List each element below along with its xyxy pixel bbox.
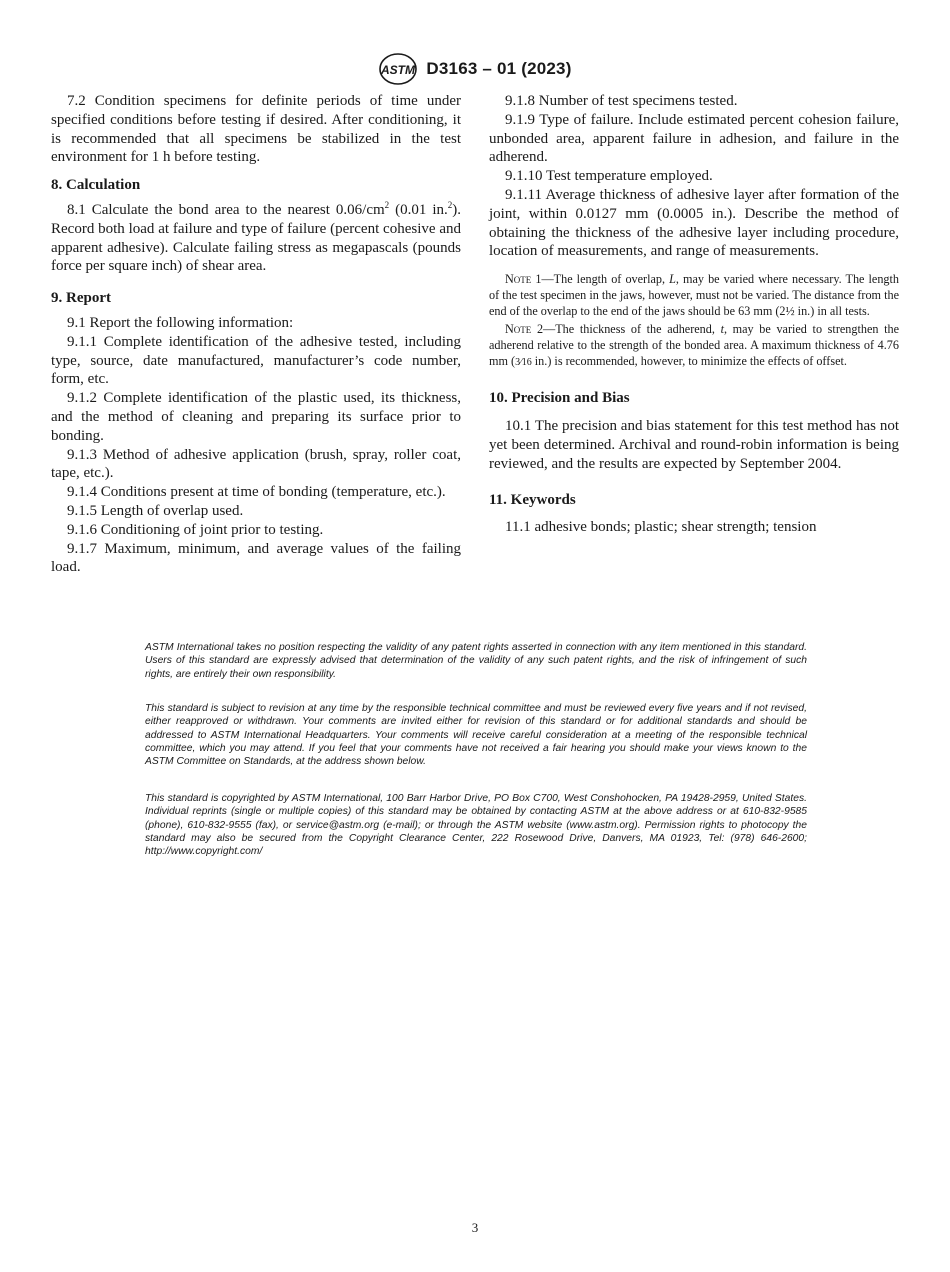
paragraph-9-1-3: 9.1.3 Method of adhesive application (brush, spray, roller coat, tape, etc.). [51, 446, 461, 482]
paragraph-9-1-4: 9.1.4 Conditions present at time of bonding (temperature, etc.). [67, 484, 446, 501]
section-8-heading: 8. Calculation [51, 177, 141, 194]
astm-logo-icon [378, 52, 418, 86]
paragraph-11-1: 11.1 adhesive bonds; plastic; shear strength; tension [505, 518, 817, 535]
paragraph-9-1: 9.1 Report the following information: [67, 314, 294, 331]
footer-revision-notice [145, 702, 807, 768]
section-11-heading: 11. Keywords [489, 491, 576, 508]
footer-paragraph-3: This standard is copyrighted by ASTM International, 100 Barr Harbor Drive, PO Box C700, West Conshohocken, PA 19428-2959, United States. Individual reprints (single or multiple copies) of this standard may be obtained by contacting ASTM at the above address or at 610-832-9585 (phone), 610-832-9555 (fax), or service@astm.org (e-mail); or through the ASTM website (www.astm.org). Permission rights to photocopy the standard may also be secured from the Copyright Clearance Center, 222 Rosewood Drive, Danvers, MA 01923, Tel: (978) 646-2600; http://www.copyright.com/ [145, 793, 807, 858]
paragraph-9-1-10: 9.1.10 Test temperature employed. [505, 168, 713, 185]
left-column [51, 92, 461, 577]
note-1: Note 1—The length of overlap, L, may be varied where necessary. The length of the test specimen in the jaws, however, must not be varied. The distance from the end of the overlap to the end of the jaws should be 63 mm (2½ in.) in all tests. [489, 272, 900, 318]
paragraph-9-1-8: 9.1.8 Number of test specimens tested. [505, 93, 738, 109]
standard-designation: D3163 – 01 (2023) [426, 59, 572, 78]
paragraph-9-1-11: 9.1.11 Average thickness of adhesive layer after formation of the joint, within 0.0127 mm (0.0005 in.). Describe the method of obtaining the thickness of the adhesive layer including procedure, location of measurements, and range of measurements. [489, 186, 899, 260]
footer-copyright-notice [145, 792, 807, 858]
paragraph-9-1-2: 9.1.2 Complete identification of the plastic used, its thickness, and the method of cleaning and preparing its surface prior to bonding. [51, 390, 461, 444]
paragraph-8-1: 8.1 Calculate the bond area to the nearest $0.06/cm^2$ (0.01 in.$^2$). Record both load at failure and type of failure (percent cohesive and apparent adhesive). Calculate failing stress as megapascals (pounds force per square inch) of shear area. [51, 199, 461, 275]
footer-patent-notice [145, 641, 807, 681]
footer-paragraph-1: ASTM International takes no position respecting the validity of any patent rights asserted in connection with any item mentioned in this standard. Users of this standard are expressly advised that determination of the validity of any such patent rights, and the risk of infringement of such rights, are entirely their own responsibility. [145, 642, 807, 680]
paragraph-10-1: 10.1 The precision and bias statement for this test method has not yet been determined. Archival and round-robin information is being reviewed, and the results are expected by September 2004. [489, 418, 899, 472]
astm-logo-text: ASTM [381, 63, 416, 77]
paragraph-9-1-1: 9.1.1 Complete identification of the adhesive tested, including type, source, date manufactured, manufacturer’s code number, form, etc. [51, 333, 461, 388]
note-2: Note 2—The thickness of the adherend, t, may be varied to strengthen the adherend relative to the strength of the bonded area. A maximum thickness of 4.76 mm (3⁄16 in.) is recommended, however, to minimize the effects of offset. [489, 321, 899, 368]
footer-paragraph-2: This standard is subject to revision at any time by the responsible technical committee and must be reviewed every five years and if not revised, either reapproved or withdrawn. Your comments are invited either for revision of this standard or for additional standards and should be addressed to ASTM International Headquarters. Your comments will receive careful consideration at a meeting of the responsible technical committee, which you may attend. If you feel that your comments have not received a fair hearing you should make your views known to the ASTM Committee on Standards, at the address shown below. [145, 703, 807, 768]
paragraph-9-1-5: 9.1.5 Length of overlap used. [67, 502, 244, 519]
section-10-heading: 10. Precision and Bias [489, 389, 630, 406]
paragraph-9-1-6: 9.1.6 Conditioning of joint prior to testing. [67, 521, 324, 538]
right-column [489, 92, 899, 536]
paragraph-9-1-9: 9.1.9 Type of failure. Include estimated percent cohesion failure, unbonded area, apparent failure in adhesion, and failure in the adherend. [489, 111, 899, 166]
page-number: 3 [471, 1220, 479, 1235]
paragraph-9-1-7: 9.1.7 Maximum, minimum, and average values of the failing load. [51, 540, 461, 576]
page-header [0, 52, 950, 86]
paragraph-7-2: 7.2 Condition specimens for definite periods of time under specified conditions before testing if desired. After conditioning, it is recommended that all specimens be stabilized in the test environment for 1 h before testing. [51, 93, 461, 166]
section-9-heading: 9. Report [51, 290, 111, 307]
